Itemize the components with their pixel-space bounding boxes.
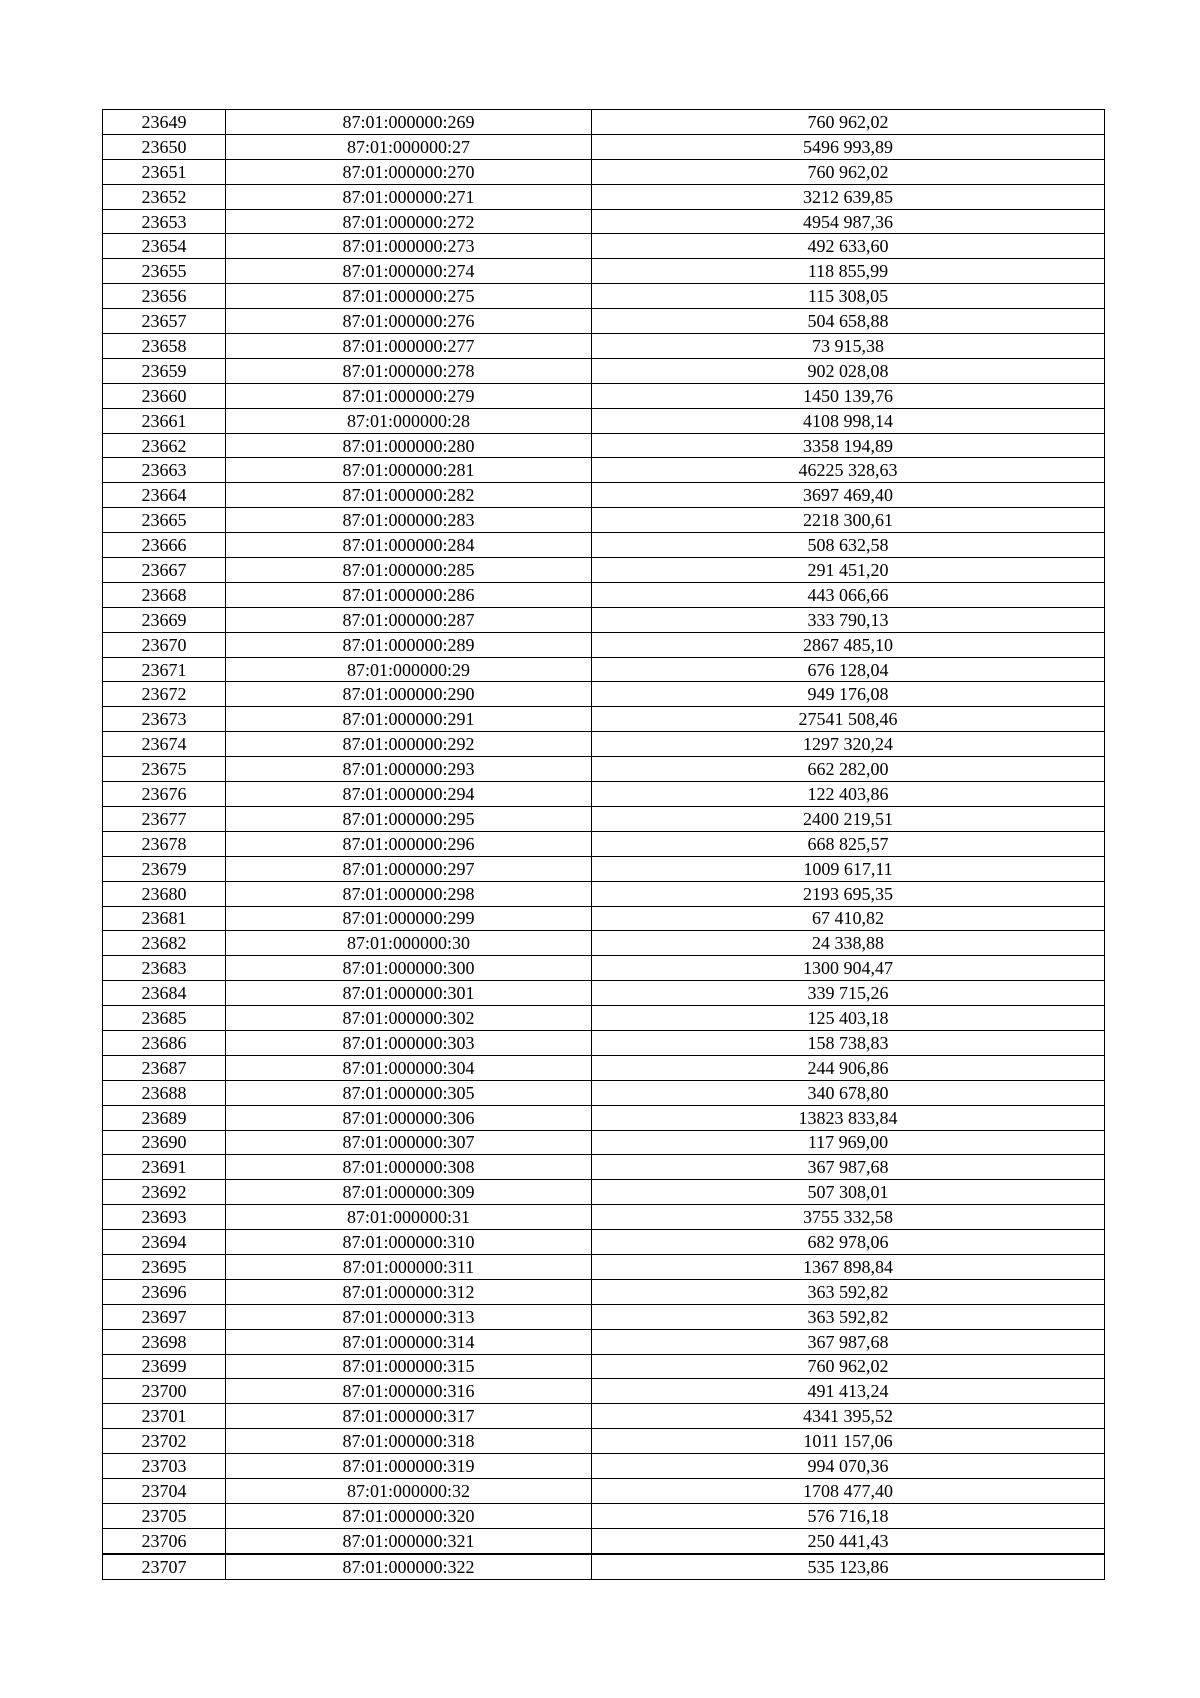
- cadastral-value-cell: 291 451,20: [592, 558, 1105, 583]
- cadastral-number-cell: 87:01:000000:302: [226, 1006, 592, 1031]
- row-number-cell: 23701: [103, 1404, 226, 1429]
- row-number-cell: 23706: [103, 1528, 226, 1553]
- cadastral-value-cell: 902 028,08: [592, 358, 1105, 383]
- cadastral-value-cell: 122 403,86: [592, 782, 1105, 807]
- table-row: [103, 1080, 1105, 1105]
- cadastral-number-cell: 87:01:000000:277: [226, 334, 592, 359]
- cadastral-number-cell: 87:01:000000:303: [226, 1030, 592, 1055]
- row-number-cell: 23682: [103, 931, 226, 956]
- table-body: [103, 110, 1105, 1580]
- cadastral-value-cell: 24 338,88: [592, 931, 1105, 956]
- table-row: [103, 582, 1105, 607]
- cadastral-value-cell: 3358 194,89: [592, 433, 1105, 458]
- cadastral-number-cell: 87:01:000000:30: [226, 931, 592, 956]
- cadastral-number-cell: 87:01:000000:285: [226, 558, 592, 583]
- row-number-cell: 23692: [103, 1180, 226, 1205]
- row-number-cell: 23681: [103, 906, 226, 931]
- table-row: [103, 707, 1105, 732]
- cadastral-number-cell: 87:01:000000:316: [226, 1379, 592, 1404]
- cadastral-value-cell: 668 825,57: [592, 831, 1105, 856]
- row-number-cell: 23649: [103, 110, 226, 135]
- cadastral-value-cell: 3755 332,58: [592, 1205, 1105, 1230]
- row-number-cell: 23685: [103, 1006, 226, 1031]
- table-row: [103, 134, 1105, 159]
- cadastral-value-cell: 760 962,02: [592, 159, 1105, 184]
- row-number-cell: 23687: [103, 1055, 226, 1080]
- cadastral-value-cell: 1367 898,84: [592, 1254, 1105, 1279]
- table-row: [103, 1304, 1105, 1329]
- cadastral-value-cell: 363 592,82: [592, 1279, 1105, 1304]
- table-row: [103, 1254, 1105, 1279]
- cadastral-value-cell: 507 308,01: [592, 1180, 1105, 1205]
- row-number-cell: 23686: [103, 1030, 226, 1055]
- cadastral-value-cell: 1009 617,11: [592, 856, 1105, 881]
- row-number-cell: 23651: [103, 159, 226, 184]
- cadastral-number-cell: 87:01:000000:273: [226, 234, 592, 259]
- cadastral-number-cell: 87:01:000000:305: [226, 1080, 592, 1105]
- cadastral-number-cell: 87:01:000000:291: [226, 707, 592, 732]
- row-number-cell: 23655: [103, 259, 226, 284]
- row-number-cell: 23670: [103, 632, 226, 657]
- row-number-cell: 23689: [103, 1105, 226, 1130]
- table-row: [103, 1478, 1105, 1503]
- cadastral-value-cell: 1708 477,40: [592, 1478, 1105, 1503]
- table-row: [103, 1105, 1105, 1130]
- cadastral-value-cell: 535 123,86: [592, 1554, 1105, 1579]
- table-row: [103, 1030, 1105, 1055]
- cadastral-number-cell: 87:01:000000:29: [226, 657, 592, 682]
- cadastral-number-cell: 87:01:000000:321: [226, 1528, 592, 1553]
- table-row: [103, 508, 1105, 533]
- row-number-cell: 23659: [103, 358, 226, 383]
- cadastral-value-cell: 1450 139,76: [592, 383, 1105, 408]
- cadastral-number-cell: 87:01:000000:28: [226, 408, 592, 433]
- cadastral-value-cell: 158 738,83: [592, 1030, 1105, 1055]
- cadastral-value-cell: 4108 998,14: [592, 408, 1105, 433]
- row-number-cell: 23699: [103, 1354, 226, 1379]
- cadastral-value-cell: 1297 320,24: [592, 732, 1105, 757]
- cadastral-number-cell: 87:01:000000:31: [226, 1205, 592, 1230]
- table-row: [103, 1429, 1105, 1454]
- table-row: [103, 433, 1105, 458]
- cadastral-value-cell: 949 176,08: [592, 682, 1105, 707]
- table-row: [103, 1379, 1105, 1404]
- table-row: [103, 981, 1105, 1006]
- cadastral-value-cell: 363 592,82: [592, 1304, 1105, 1329]
- cadastral-number-cell: 87:01:000000:317: [226, 1404, 592, 1429]
- table-row: [103, 1230, 1105, 1255]
- cadastral-value-cell: 118 855,99: [592, 259, 1105, 284]
- row-number-cell: 23675: [103, 757, 226, 782]
- cadastral-number-cell: 87:01:000000:310: [226, 1230, 592, 1255]
- cadastral-number-cell: 87:01:000000:297: [226, 856, 592, 881]
- cadastral-number-cell: 87:01:000000:272: [226, 209, 592, 234]
- cadastral-number-cell: 87:01:000000:276: [226, 309, 592, 334]
- table-row: [103, 533, 1105, 558]
- cadastral-number-cell: 87:01:000000:32: [226, 1478, 592, 1503]
- row-number-cell: 23684: [103, 981, 226, 1006]
- cadastral-number-cell: 87:01:000000:298: [226, 881, 592, 906]
- row-number-cell: 23673: [103, 707, 226, 732]
- cadastral-value-cell: 13823 833,84: [592, 1105, 1105, 1130]
- cadastral-value-cell: 2218 300,61: [592, 508, 1105, 533]
- row-number-cell: 23707: [103, 1554, 226, 1579]
- cadastral-number-cell: 87:01:000000:296: [226, 831, 592, 856]
- row-number-cell: 23664: [103, 483, 226, 508]
- cadastral-value-cell: 760 962,02: [592, 110, 1105, 135]
- cadastral-number-cell: 87:01:000000:319: [226, 1454, 592, 1479]
- table-row: [103, 159, 1105, 184]
- cadastral-value-cell: 125 403,18: [592, 1006, 1105, 1031]
- table-row: [103, 906, 1105, 931]
- cadastral-value-cell: 676 128,04: [592, 657, 1105, 682]
- cadastral-value-cell: 5496 993,89: [592, 134, 1105, 159]
- cadastral-value-cell: 73 915,38: [592, 334, 1105, 359]
- cadastral-value-cell: 115 308,05: [592, 284, 1105, 309]
- table-row: [103, 1006, 1105, 1031]
- table-row: [103, 558, 1105, 583]
- cadastral-number-cell: 87:01:000000:313: [226, 1304, 592, 1329]
- cadastral-value-cell: 2867 485,10: [592, 632, 1105, 657]
- cadastral-value-cell: 340 678,80: [592, 1080, 1105, 1105]
- table-row: [103, 831, 1105, 856]
- row-number-cell: 23693: [103, 1205, 226, 1230]
- cadastral-value-cell: 46225 328,63: [592, 458, 1105, 483]
- table-row: [103, 110, 1105, 135]
- row-number-cell: 23702: [103, 1429, 226, 1454]
- table-row: [103, 657, 1105, 682]
- cadastral-value-cell: 504 658,88: [592, 309, 1105, 334]
- row-number-cell: 23703: [103, 1454, 226, 1479]
- row-number-cell: 23671: [103, 657, 226, 682]
- row-number-cell: 23663: [103, 458, 226, 483]
- cadastral-number-cell: 87:01:000000:282: [226, 483, 592, 508]
- table-row: [103, 383, 1105, 408]
- cadastral-number-cell: 87:01:000000:304: [226, 1055, 592, 1080]
- table-row: [103, 408, 1105, 433]
- row-number-cell: 23676: [103, 782, 226, 807]
- cadastral-value-cell: 682 978,06: [592, 1230, 1105, 1255]
- row-number-cell: 23705: [103, 1503, 226, 1528]
- row-number-cell: 23660: [103, 383, 226, 408]
- row-number-cell: 23653: [103, 209, 226, 234]
- row-number-cell: 23679: [103, 856, 226, 881]
- row-number-cell: 23680: [103, 881, 226, 906]
- cadastral-number-cell: 87:01:000000:295: [226, 806, 592, 831]
- row-number-cell: 23658: [103, 334, 226, 359]
- table-row: [103, 632, 1105, 657]
- table-row: [103, 1454, 1105, 1479]
- cadastral-number-cell: 87:01:000000:315: [226, 1354, 592, 1379]
- row-number-cell: 23656: [103, 284, 226, 309]
- table-row: [103, 732, 1105, 757]
- cadastral-value-cell: 367 987,68: [592, 1155, 1105, 1180]
- row-number-cell: 23662: [103, 433, 226, 458]
- cadastral-number-cell: 87:01:000000:274: [226, 259, 592, 284]
- table-row: [103, 757, 1105, 782]
- table-row: [103, 284, 1105, 309]
- table-row: [103, 334, 1105, 359]
- table-row: [103, 931, 1105, 956]
- cadastral-number-cell: 87:01:000000:290: [226, 682, 592, 707]
- cadastral-number-cell: 87:01:000000:275: [226, 284, 592, 309]
- cadastral-number-cell: 87:01:000000:271: [226, 184, 592, 209]
- table-row: [103, 806, 1105, 831]
- row-number-cell: 23668: [103, 582, 226, 607]
- cadastral-number-cell: 87:01:000000:311: [226, 1254, 592, 1279]
- row-number-cell: 23672: [103, 682, 226, 707]
- cadastral-number-cell: 87:01:000000:270: [226, 159, 592, 184]
- table-row: [103, 309, 1105, 334]
- cadastral-value-cell: 3212 639,85: [592, 184, 1105, 209]
- cadastral-number-cell: 87:01:000000:283: [226, 508, 592, 533]
- table-row: [103, 1279, 1105, 1304]
- cadastral-value-cell: 117 969,00: [592, 1130, 1105, 1155]
- cadastral-number-cell: 87:01:000000:281: [226, 458, 592, 483]
- table-row: [103, 1329, 1105, 1354]
- cadastral-number-cell: 87:01:000000:294: [226, 782, 592, 807]
- cadastral-value-cell: 4341 395,52: [592, 1404, 1105, 1429]
- table-row: [103, 682, 1105, 707]
- row-number-cell: 23698: [103, 1329, 226, 1354]
- cadastral-value-cell: 244 906,86: [592, 1055, 1105, 1080]
- row-number-cell: 23654: [103, 234, 226, 259]
- cadastral-value-cell: 662 282,00: [592, 757, 1105, 782]
- cadastral-number-cell: 87:01:000000:278: [226, 358, 592, 383]
- table-row: [103, 1554, 1105, 1579]
- table-row: [103, 234, 1105, 259]
- row-number-cell: 23666: [103, 533, 226, 558]
- table-row: [103, 607, 1105, 632]
- row-number-cell: 23677: [103, 806, 226, 831]
- table-row: [103, 881, 1105, 906]
- row-number-cell: 23690: [103, 1130, 226, 1155]
- table-row: [103, 1180, 1105, 1205]
- table-row: [103, 209, 1105, 234]
- cadastral-number-cell: 87:01:000000:269: [226, 110, 592, 135]
- table-row: [103, 856, 1105, 881]
- cadastral-number-cell: 87:01:000000:287: [226, 607, 592, 632]
- cadastral-value-cell: 492 633,60: [592, 234, 1105, 259]
- cadastral-number-cell: 87:01:000000:318: [226, 1429, 592, 1454]
- cadastral-value-cell: 333 790,13: [592, 607, 1105, 632]
- row-number-cell: 23704: [103, 1478, 226, 1503]
- cadastral-value-table: [102, 109, 1105, 1580]
- cadastral-number-cell: 87:01:000000:289: [226, 632, 592, 657]
- cadastral-value-cell: 250 441,43: [592, 1528, 1105, 1553]
- cadastral-number-cell: 87:01:000000:308: [226, 1155, 592, 1180]
- cadastral-number-cell: 87:01:000000:299: [226, 906, 592, 931]
- row-number-cell: 23669: [103, 607, 226, 632]
- cadastral-value-cell: 443 066,66: [592, 582, 1105, 607]
- row-number-cell: 23650: [103, 134, 226, 159]
- table-row: [103, 1205, 1105, 1230]
- table-row: [103, 358, 1105, 383]
- table-row: [103, 782, 1105, 807]
- table-row: [103, 259, 1105, 284]
- table-row: [103, 1354, 1105, 1379]
- row-number-cell: 23667: [103, 558, 226, 583]
- table-row: [103, 458, 1105, 483]
- cadastral-value-cell: 508 632,58: [592, 533, 1105, 558]
- row-number-cell: 23678: [103, 831, 226, 856]
- cadastral-number-cell: 87:01:000000:312: [226, 1279, 592, 1304]
- cadastral-value-cell: 491 413,24: [592, 1379, 1105, 1404]
- table-row: [103, 1130, 1105, 1155]
- cadastral-number-cell: 87:01:000000:284: [226, 533, 592, 558]
- cadastral-value-cell: 367 987,68: [592, 1329, 1105, 1354]
- cadastral-value-cell: 3697 469,40: [592, 483, 1105, 508]
- row-number-cell: 23657: [103, 309, 226, 334]
- cadastral-number-cell: 87:01:000000:320: [226, 1503, 592, 1528]
- cadastral-value-cell: 27541 508,46: [592, 707, 1105, 732]
- cadastral-number-cell: 87:01:000000:307: [226, 1130, 592, 1155]
- row-number-cell: 23700: [103, 1379, 226, 1404]
- cadastral-number-cell: 87:01:000000:306: [226, 1105, 592, 1130]
- cadastral-value-cell: 1300 904,47: [592, 956, 1105, 981]
- cadastral-value-cell: 2400 219,51: [592, 806, 1105, 831]
- cadastral-value-cell: 339 715,26: [592, 981, 1105, 1006]
- row-number-cell: 23694: [103, 1230, 226, 1255]
- row-number-cell: 23652: [103, 184, 226, 209]
- table-row: [103, 1503, 1105, 1528]
- table-row: [103, 184, 1105, 209]
- cadastral-number-cell: 87:01:000000:301: [226, 981, 592, 1006]
- cadastral-number-cell: 87:01:000000:300: [226, 956, 592, 981]
- cadastral-number-cell: 87:01:000000:314: [226, 1329, 592, 1354]
- cadastral-value-cell: 2193 695,35: [592, 881, 1105, 906]
- cadastral-value-cell: 760 962,02: [592, 1354, 1105, 1379]
- cadastral-value-cell: 576 716,18: [592, 1503, 1105, 1528]
- row-number-cell: 23674: [103, 732, 226, 757]
- row-number-cell: 23665: [103, 508, 226, 533]
- row-number-cell: 23696: [103, 1279, 226, 1304]
- table-row: [103, 483, 1105, 508]
- table-row: [103, 1528, 1105, 1553]
- cadastral-number-cell: 87:01:000000:322: [226, 1554, 592, 1579]
- row-number-cell: 23661: [103, 408, 226, 433]
- row-number-cell: 23688: [103, 1080, 226, 1105]
- cadastral-number-cell: 87:01:000000:279: [226, 383, 592, 408]
- row-number-cell: 23691: [103, 1155, 226, 1180]
- table-row: [103, 1155, 1105, 1180]
- cadastral-number-cell: 87:01:000000:27: [226, 134, 592, 159]
- cadastral-number-cell: 87:01:000000:292: [226, 732, 592, 757]
- row-number-cell: 23695: [103, 1254, 226, 1279]
- row-number-cell: 23697: [103, 1304, 226, 1329]
- cadastral-value-cell: 1011 157,06: [592, 1429, 1105, 1454]
- cadastral-number-cell: 87:01:000000:286: [226, 582, 592, 607]
- row-number-cell: 23683: [103, 956, 226, 981]
- cadastral-value-cell: 4954 987,36: [592, 209, 1105, 234]
- table-row: [103, 956, 1105, 981]
- table-row: [103, 1055, 1105, 1080]
- cadastral-value-cell: 67 410,82: [592, 906, 1105, 931]
- cadastral-number-cell: 87:01:000000:309: [226, 1180, 592, 1205]
- cadastral-value-cell: 994 070,36: [592, 1454, 1105, 1479]
- table-row: [103, 1404, 1105, 1429]
- cadastral-number-cell: 87:01:000000:293: [226, 757, 592, 782]
- cadastral-number-cell: 87:01:000000:280: [226, 433, 592, 458]
